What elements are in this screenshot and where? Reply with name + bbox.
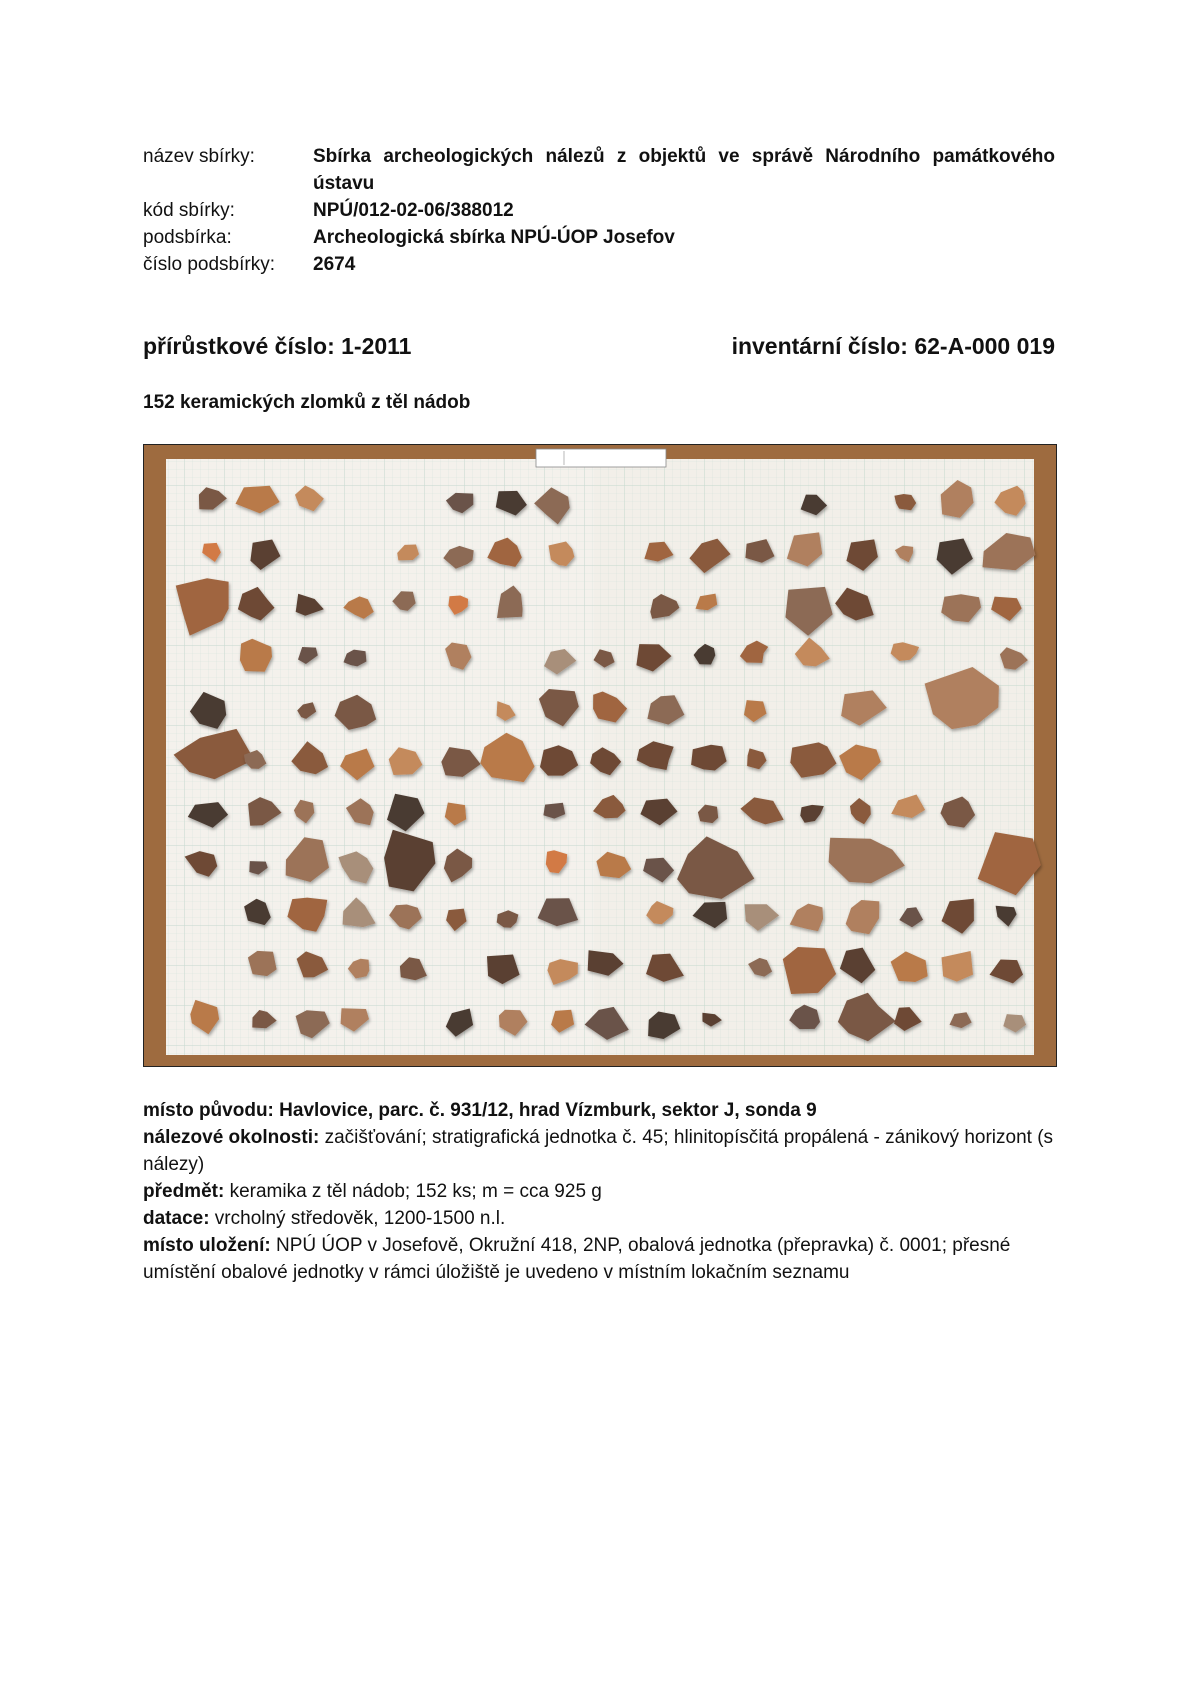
- object-value: keramika z těl nádob; 152 ks; m = cca 925 g: [224, 1181, 602, 1202]
- meta-row-subcollection: [143, 224, 1055, 251]
- object-label: předmět:: [143, 1181, 225, 1202]
- meta-value: NPÚ/012-02-06/388012: [313, 200, 514, 221]
- storage-value: NPÚ ÚOP v Josefově, Okružní 418, 2NP, obalová jednotka (přepravka) č. 0001; přesné umístění obalové jednotky v rámci úložiště je uvedeno v místním lokačním seznamu: [143, 1235, 1011, 1283]
- sherds-photo-drawing: [144, 445, 1057, 1067]
- pottery-sherd: [248, 951, 277, 976]
- meta-value: Archeologická sbírka NPÚ-ÚOP Josefov: [313, 227, 675, 248]
- dating-label: datace:: [143, 1208, 210, 1229]
- accession-number: přírůstkové číslo: 1-2011: [143, 333, 412, 359]
- origin-text: místo původu: Havlovice, parc. č. 931/12, hrad Vízmburk, sektor J, sonda 9: [143, 1100, 817, 1121]
- find-details: [143, 1097, 1055, 1286]
- object-line: [143, 1178, 1055, 1205]
- find-label-card: [536, 449, 666, 467]
- meta-label: název sbírky:: [143, 146, 255, 167]
- record-numbers: [143, 333, 1055, 360]
- circumstances-line: [143, 1124, 1055, 1178]
- sherds-photo: [143, 444, 1057, 1067]
- meta-row-collection-name: [143, 143, 1055, 197]
- meta-label: číslo podsbírky:: [143, 254, 275, 275]
- item-title: 152 keramických zlomků z těl nádob: [143, 392, 471, 413]
- storage-label: místo uložení:: [143, 1235, 271, 1256]
- meta-value: Sbírka archeologických nálezů z objektů ve správě Národního památkového ústavu: [313, 146, 1055, 194]
- meta-label: podsbírka:: [143, 227, 232, 248]
- dating-value: vrcholný středověk, 1200-1500 n.l.: [209, 1208, 506, 1229]
- meta-row-collection-code: [143, 197, 1055, 224]
- inventory-number: inventární číslo: 62-A-000 019: [731, 333, 1055, 359]
- circumstances-value: začišťování; stratigrafická jednotka č. 45; hlinitopísčitá propálená - zánikový horizont (s nálezy): [143, 1127, 1054, 1175]
- storage-line: [143, 1232, 1055, 1286]
- collection-metadata: [143, 143, 1055, 278]
- meta-row-subcollection-number: [143, 251, 1055, 278]
- meta-label: kód sbírky:: [143, 200, 235, 221]
- meta-value: 2674: [313, 254, 356, 275]
- dating-line: [143, 1205, 1055, 1232]
- origin-line: [143, 1097, 1055, 1124]
- circumstances-label: nálezové okolnosti:: [143, 1127, 320, 1148]
